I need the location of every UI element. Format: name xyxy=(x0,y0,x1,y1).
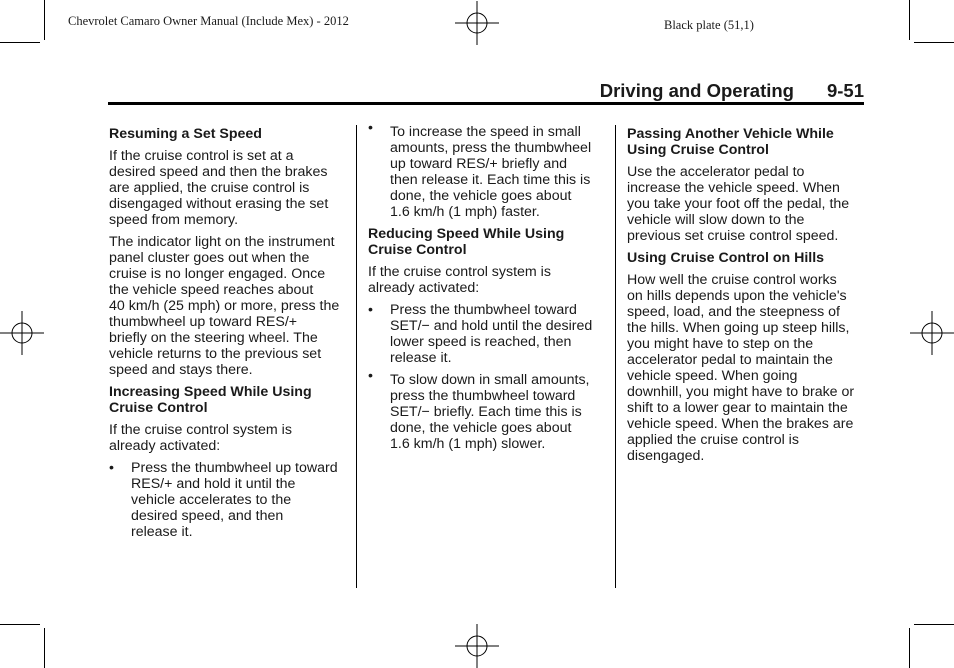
trim-mark xyxy=(44,628,45,668)
section-title: Driving and Operating xyxy=(599,80,794,101)
trim-mark xyxy=(909,628,910,668)
list-item: • Press the thumbwheel up toward RES/+ and hold it until the vehicle accelerates to the desired speed, and then release it. xyxy=(109,460,338,540)
list-item: • To increase the speed in small amounts, press the thumbwheel up toward RES/+ briefly and then release it. Each time this is done, the vehicle goes about 1.6 km/h (1 mph) faster. xyxy=(368,120,592,220)
list-item: • To slow down in small amounts, press the thumbwheel toward SET/− briefly. Each time this is done, the vehicle goes about 1.6 km/h (1 mph) slower. xyxy=(368,368,590,452)
paragraph: If the cruise control system is already activated: xyxy=(368,264,551,296)
trim-mark xyxy=(914,42,954,43)
trim-mark xyxy=(909,0,910,40)
bullet-icon: • xyxy=(109,460,114,476)
paragraph: If the cruise control system is already activated: xyxy=(109,422,292,454)
column-3 xyxy=(627,126,867,470)
bullet-list xyxy=(368,302,608,452)
trim-mark xyxy=(44,0,45,40)
registration-mark-icon xyxy=(455,1,499,45)
registration-mark-icon xyxy=(455,624,499,668)
subheading: Resuming a Set Speed xyxy=(109,126,262,142)
paragraph: The indicator light on the instrument panel cluster goes out when the cruise is no longer engaged. Once the vehicle speed reaches about 40 km/h (25 mph) or more, press the thumbwheel up toward RES/+ briefly on the steering wheel. The vehicle returns to the previous set speed and stays there. xyxy=(109,234,340,378)
bullet-icon: • xyxy=(368,368,373,384)
subheading: Using Cruise Control on Hills xyxy=(627,250,825,266)
trim-mark xyxy=(0,624,40,625)
bullet-icon: • xyxy=(368,302,373,318)
subheading: Reducing Speed While Using Cruise Control xyxy=(368,226,565,258)
subheading: Passing Another Vehicle While Using Cruise Control xyxy=(627,126,834,158)
bullet-icon: • xyxy=(368,120,373,136)
column-divider xyxy=(615,125,616,588)
trim-mark xyxy=(914,624,954,625)
column-divider xyxy=(356,125,357,588)
trim-mark xyxy=(0,42,40,43)
print-header-title: Chevrolet Camaro Owner Manual (Include Mex) - 2012 xyxy=(68,14,349,28)
column-1 xyxy=(109,126,349,546)
paragraph: If the cruise control is set at a desired speed and then the brakes are applied, the cruise control is disengaged without erasing the set speed from memory. xyxy=(109,148,329,228)
registration-mark-icon xyxy=(910,311,954,355)
bullet-list xyxy=(109,460,349,540)
paragraph: How well the cruise control works on hills depends upon the vehicle's speed, load, and the steepness of the hills. When going up steep hills, you might have to step on the accelerator pedal to maintain the vehicle speed. When going downhill, you might have to brake or shift to a lower gear to maintain the vehicle speed. When the brakes are applied the cruise control is disengaged. xyxy=(627,272,855,464)
page-heading xyxy=(108,80,864,105)
page-number: 9-51 xyxy=(826,80,864,101)
bullet-list xyxy=(368,120,608,220)
paragraph: Use the accelerator pedal to increase the vehicle speed. When you take your foot off the pedal, the vehicle will slow down to the previous set cruise control speed. xyxy=(627,164,850,244)
registration-mark-icon xyxy=(0,311,44,355)
subheading: Increasing Speed While Using Cruise Control xyxy=(109,384,312,416)
list-item: • Press the thumbwheel toward SET/− and hold until the desired lower speed is reached, then release it. xyxy=(368,302,593,366)
print-header-plate: Black plate (51,1) xyxy=(664,18,754,32)
column-2 xyxy=(368,120,608,458)
